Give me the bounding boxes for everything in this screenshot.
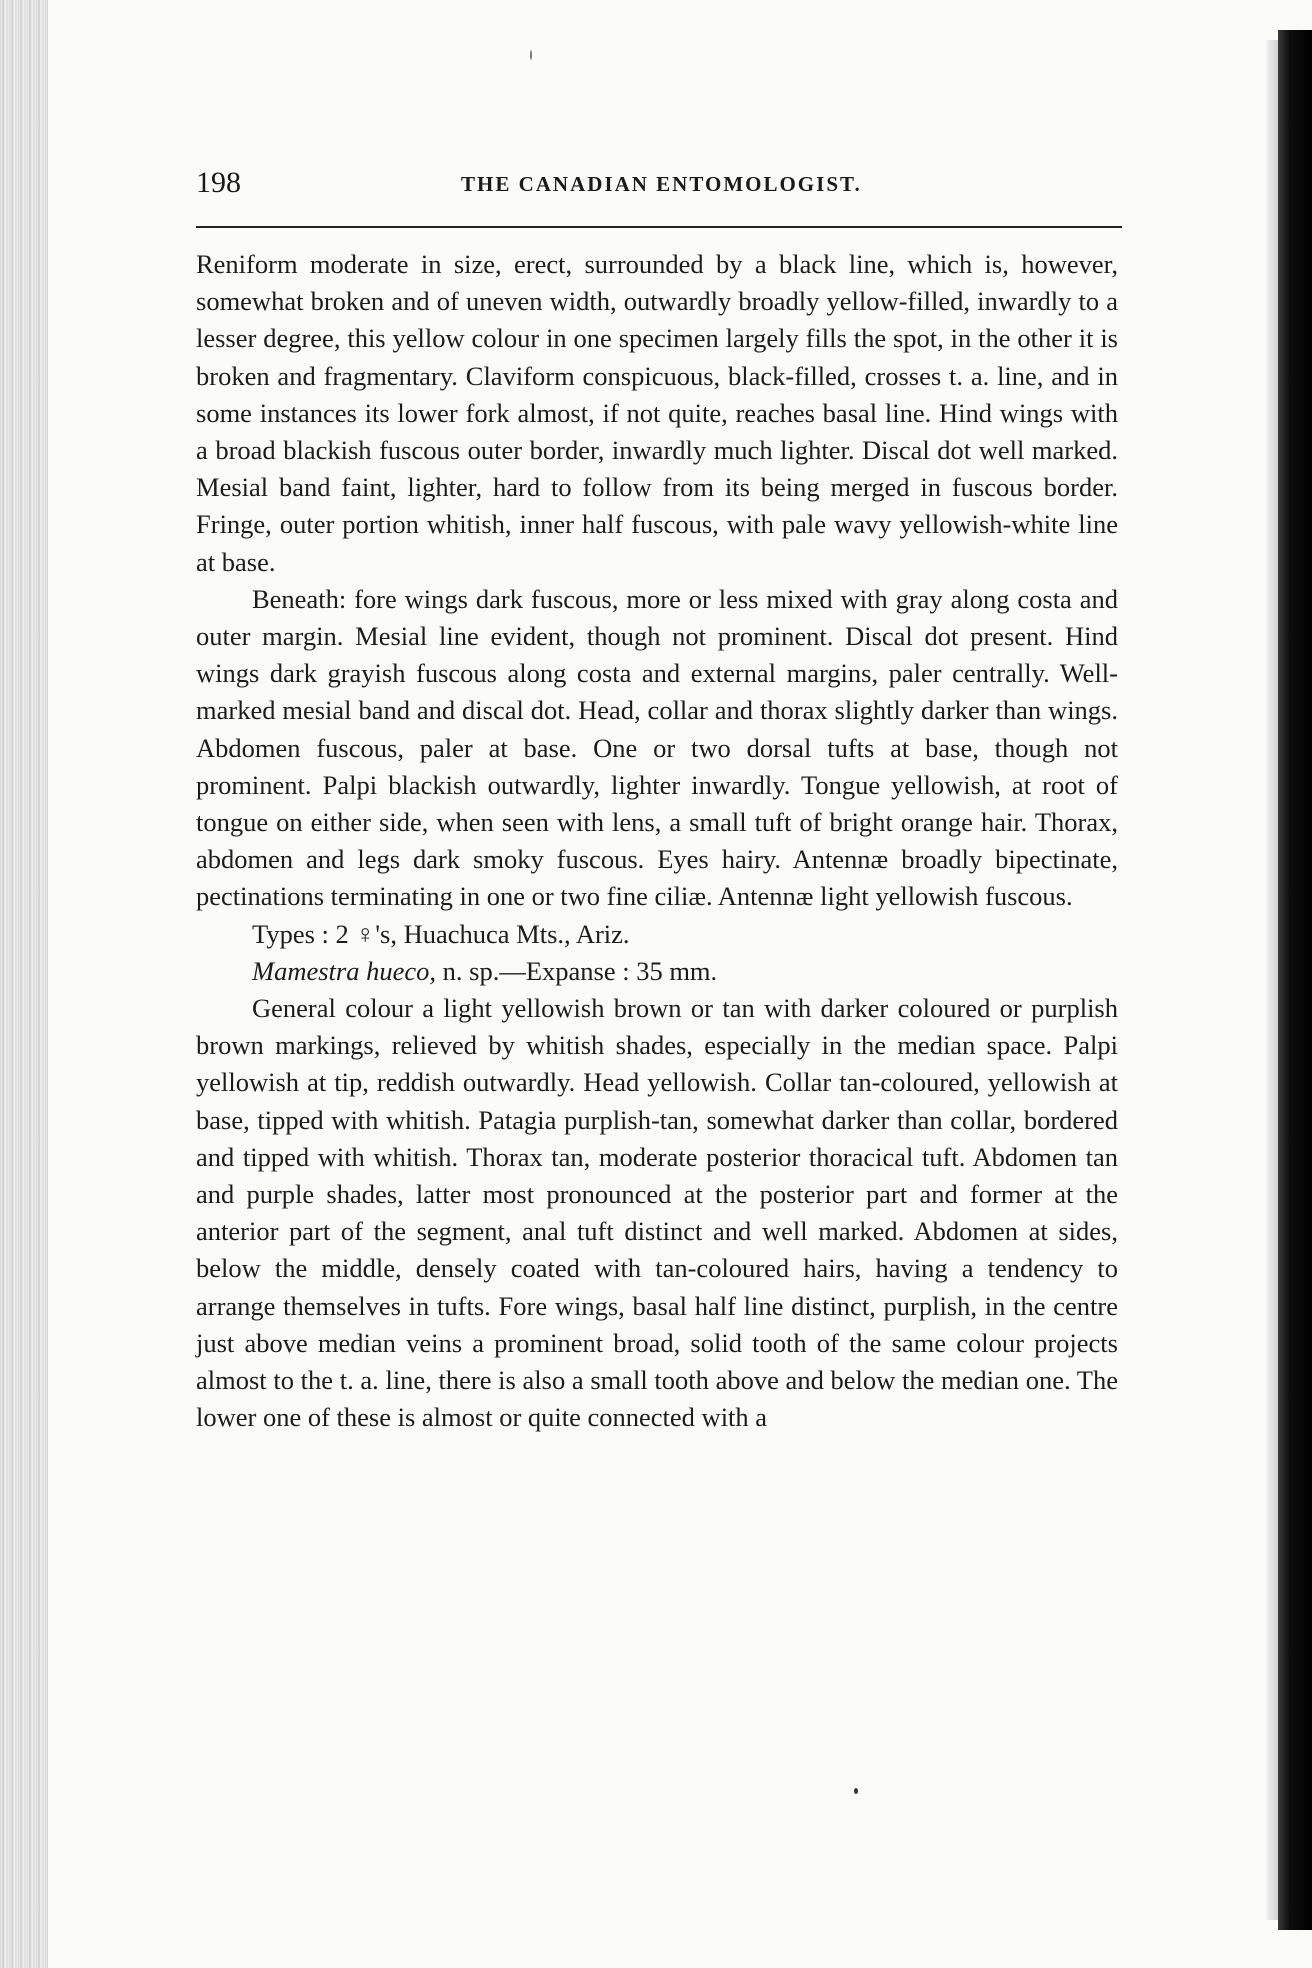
- page-binding-edge: [0, 0, 48, 1968]
- scan-speck: [530, 50, 532, 60]
- species-description: n. sp.—Expanse : 35 mm.: [436, 955, 718, 986]
- page-header: [196, 166, 1122, 210]
- header-rule: [196, 226, 1122, 228]
- paragraph-beneath: Beneath: fore wings dark fuscous, more or less mixed with gray along costa and outer margin. Mesial line evident, though not prominent. Discal dot present. Hind wings dark grayish fuscous along costa and external margins, paler centrally. Well-marked mesial band and discal dot. Head, collar and thorax slightly darker than wings. Abdomen fuscous, paler at base. One or two dorsal tufts at base, though not prominent. Palpi blackish outwardly, lighter inwardly. Tongue yellowish, at root of tongue on either side, when seen with lens, a small tuft of bright orange hair. Thorax, abdomen and legs dark smoky fuscous. Eyes hairy. Antennæ broadly bipectinate, pectinations terminating in one or two fine ciliæ. Antennæ light yellowish fuscous.: [196, 583, 1118, 912]
- scan-speck: [854, 1788, 858, 1794]
- paragraph-reniform: Reniform moderate in size, erect, surrounded by a black line, which is, however, somewhat broken and of uneven width, outwardly broadly yellow-filled, inwardly to a lesser degree, this yellow colour in one specimen largely fills the spot, in the other it is broken and fragmentary. Claviform conspicuous, black-filled, crosses t. a. line, and in some instances its lower fork almost, if not quite, reaches basal line. Hind wings with a broad blackish fuscous outer border, inwardly much lighter. Discal dot well marked. Mesial band faint, lighter, hard to follow from its being merged in fuscous border. Fringe, outer portion whitish, inner half fuscous, with pale wavy yellowish-white line at base.: [196, 249, 1118, 577]
- page-number: 198: [196, 166, 241, 199]
- species-heading: [196, 953, 1118, 990]
- page-edge-shadow: [1266, 40, 1278, 1920]
- page-dark-edge: [1278, 30, 1312, 1930]
- paragraph-general-colour: General colour a light yellowish brown or tan with darker coloured or purplish brown markings, relieved by whitish shades, especially in the median space. Palpi yellowish at tip, reddish outwardly. Head yellowish. Collar tan-coloured, yellowish at base, tipped with whitish. Patagia purplish-tan, somewhat darker than collar, bordered and tipped with whitish. Thorax tan, moderate posterior thoracical tuft. Abdomen tan and purple shades, latter most pronounced at the posterior part and former at the anterior part of the segment, anal tuft distinct and well marked. Abdomen at sides, below the middle, densely coated with tan-coloured hairs, having a tendency to arrange themselves in tufts. Fore wings, basal half line distinct, purplish, in the centre just above median veins a prominent broad, solid tooth of the same colour projects almost to the t. a. line, there is also a small tooth above and below the median one. The lower one of these is almost or quite connected with a: [196, 993, 1118, 1433]
- running-title: THE CANADIAN ENTOMOLOGIST.: [461, 172, 862, 196]
- species-name: Mamestra hueco,: [252, 955, 436, 986]
- page-body: [196, 246, 1118, 1437]
- paragraph-types: Types : 2 ♀'s, Huachuca Mts., Ariz.: [252, 918, 630, 949]
